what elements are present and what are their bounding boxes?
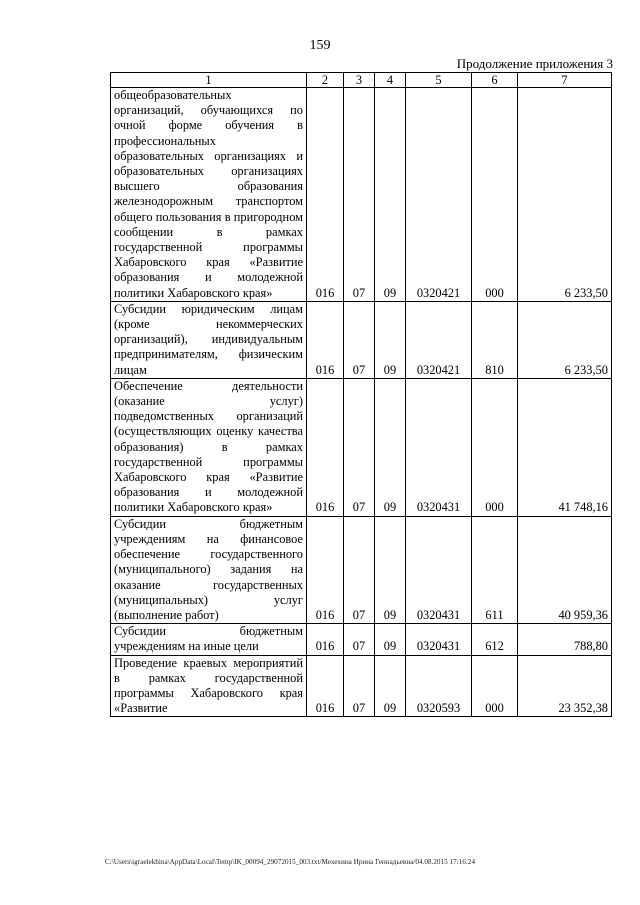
row-section-code: 07: [344, 301, 375, 378]
row-amount: 41 748,16: [518, 378, 612, 516]
row-ministry-code: 016: [307, 88, 344, 302]
table-row: [111, 301, 612, 378]
footer-file-path: C:\Users\igraelekhina\AppData\Local\Temp\IK_00094_29072015_003.txt/Мехехина Ирина Геннадьевна/04.08.2015 17:16:24: [105, 858, 476, 866]
row-subsection-code: 09: [375, 301, 406, 378]
row-section-code: 07: [344, 88, 375, 302]
row-section-code: 07: [344, 655, 375, 717]
row-ministry-code: 016: [307, 516, 344, 623]
row-target-code: 0320431: [406, 516, 472, 623]
table-row: [111, 624, 612, 655]
table-row: [111, 88, 612, 302]
row-expense-type: 612: [472, 624, 518, 655]
row-expense-type: 000: [472, 88, 518, 302]
row-name: Субсидии бюджетным учреждениям на финансовое обеспечение государственного (муниципального) задания на оказание государственных (муниципальных) услуг (выполнение работ): [111, 516, 307, 623]
row-subsection-code: 09: [375, 655, 406, 717]
row-target-code: 0320421: [406, 301, 472, 378]
row-target-code: 0320421: [406, 88, 472, 302]
row-section-code: 07: [344, 516, 375, 623]
header-col-1: 1: [111, 73, 307, 88]
page-number: 159: [309, 38, 331, 53]
row-ministry-code: 016: [307, 378, 344, 516]
row-name: Субсидии бюджетным учреждениям на иные цели: [111, 624, 307, 655]
row-target-code: 0320593: [406, 655, 472, 717]
header-col-2: 2: [307, 73, 344, 88]
row-amount: 6 233,50: [518, 301, 612, 378]
continuation-label: Продолжение приложения 3: [456, 56, 613, 71]
table-row: [111, 378, 612, 516]
row-subsection-code: 09: [375, 624, 406, 655]
row-name: Проведение краевых мероприятий в рамках государственной программы Хабаровского края «Развитие: [111, 655, 307, 717]
row-ministry-code: 016: [307, 624, 344, 655]
row-name: Субсидии юридическим лицам (кроме некоммерческих организаций), индивидуальным предпринимателям, физическим лицам: [111, 301, 307, 378]
row-name: Обеспечение деятельности (оказание услуг) подведомственных организаций (осуществляющих оценку качества образования) в рамках государственной программы Хабаровского края «Развитие образования и молодежной политики Хабаровского края»: [111, 378, 307, 516]
row-subsection-code: 09: [375, 516, 406, 623]
row-amount: 788,80: [518, 624, 612, 655]
row-amount: 6 233,50: [518, 88, 612, 302]
header-col-7: 7: [518, 73, 612, 88]
header-col-6: 6: [472, 73, 518, 88]
row-target-code: 0320431: [406, 624, 472, 655]
row-amount: 23 352,38: [518, 655, 612, 717]
row-ministry-code: 016: [307, 301, 344, 378]
row-ministry-code: 016: [307, 655, 344, 717]
row-subsection-code: 09: [375, 378, 406, 516]
header-col-3: 3: [344, 73, 375, 88]
row-section-code: 07: [344, 624, 375, 655]
row-section-code: 07: [344, 378, 375, 516]
row-target-code: 0320431: [406, 378, 472, 516]
table-row: [111, 516, 612, 623]
row-amount: 40 959,36: [518, 516, 612, 623]
row-expense-type: 000: [472, 378, 518, 516]
row-expense-type: 810: [472, 301, 518, 378]
header-col-5: 5: [406, 73, 472, 88]
budget-table: [110, 72, 612, 717]
header-row: [111, 73, 612, 88]
row-expense-type: 000: [472, 655, 518, 717]
row-expense-type: 611: [472, 516, 518, 623]
row-name: общеобразовательных организаций, обучающихся по очной форме обучения в профессиональных образовательных организациях и образовательных организациях высшего образования железнодорожным транспортом общего пользования в пригородном сообщении в рамках государственной программы Хабаровского края «Развитие образования и молодежной политики Хабаровского края»: [111, 88, 307, 302]
table-row: [111, 655, 612, 717]
row-subsection-code: 09: [375, 88, 406, 302]
header-col-4: 4: [375, 73, 406, 88]
